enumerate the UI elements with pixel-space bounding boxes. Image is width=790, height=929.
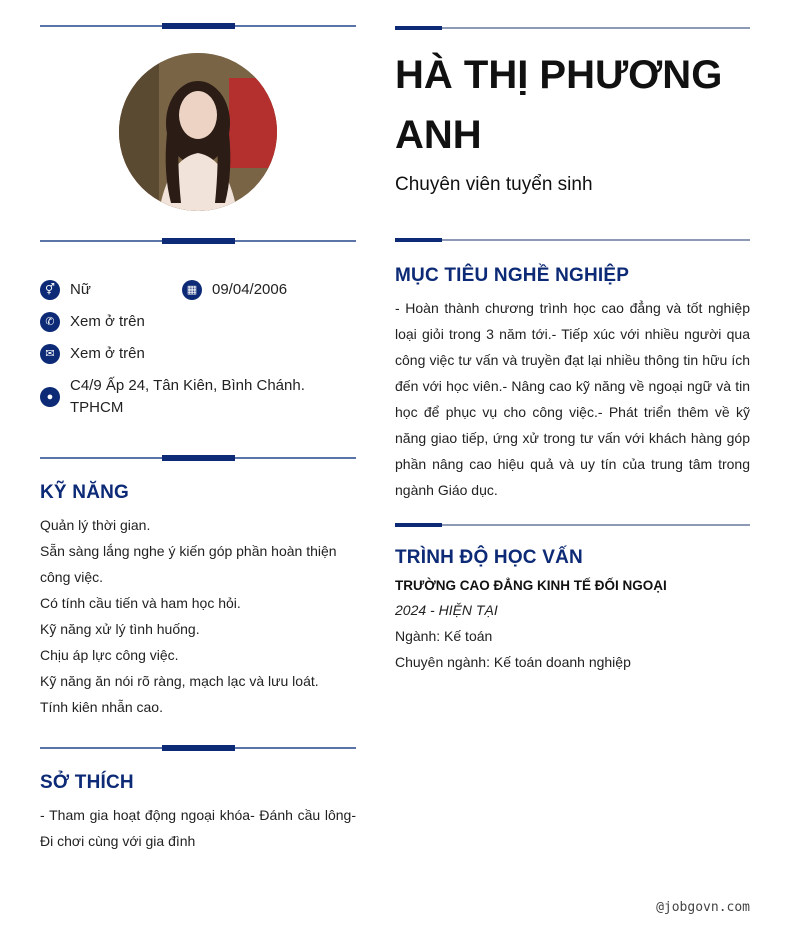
education-title: TRÌNH ĐỘ HỌC VẤN	[395, 547, 583, 568]
skill-item: Kỹ năng xử lý tình huống.	[40, 621, 200, 637]
phone-value: Xem ở trên	[70, 313, 145, 330]
phone-icon: ✆	[40, 312, 60, 332]
skill-item: Sẵn sàng lắng nghe ý kiến góp phần hoàn thiện công việc.	[40, 543, 337, 585]
skills-title: KỸ NĂNG	[40, 482, 130, 503]
objective-text: - Hoàn thành chương trình học cao đẳng và tốt nghiệp loại giỏi trong 3 năm tới.- Tiếp xúc với nhiều người qua công việc tư vấn và truyền đạt lại nhiều thông tin hữu ích đến với học viên.- Nâng cao kỹ năng về ngoại ngữ và tin học để phục vụ cho công việc.- Phát triển thêm về kỹ năng giao tiếp, ứng xử trong tư vấn với khách hàng góp phần nâng cao hiệu quả và uy tín của trung tâm trong ngành Giáo dục.	[395, 300, 750, 498]
skill-item: Chịu áp lực công việc.	[40, 647, 179, 663]
gender-icon: ⚥	[40, 280, 60, 300]
education-specialization: Chuyên ngành: Kế toán doanh nghiệp	[395, 654, 631, 670]
calendar-icon: ▦	[182, 280, 202, 300]
hobbies-text: - Tham gia hoạt động ngoại khóa- Đánh cầu lông- Đi chơi cùng với gia đình	[40, 807, 356, 849]
skill-item: Kỹ năng ăn nói rõ ràng, mạch lạc và lưu loát.	[40, 673, 319, 689]
objective-title: MỤC TIÊU NGHỀ NGHIỆP	[395, 265, 630, 286]
gender-row	[40, 279, 91, 301]
divider	[395, 523, 750, 527]
email-row	[40, 343, 145, 365]
divider	[395, 238, 750, 242]
job-title: Chuyên viên tuyển sinh	[395, 174, 593, 195]
education-time: 2024 - HIỆN TẠI	[395, 602, 498, 618]
education-major: Ngành: Kế toán	[395, 628, 493, 644]
candidate-name: HÀ THỊ PHƯƠNG ANH	[395, 53, 723, 157]
phone-row	[40, 311, 145, 333]
divider	[40, 745, 356, 751]
education-school: TRƯỜNG CAO ĐẲNG KINH TẾ ĐỐI NGOẠI	[395, 578, 667, 593]
address-row	[40, 375, 356, 419]
avatar	[119, 53, 277, 211]
divider	[40, 238, 356, 244]
skill-item: Quản lý thời gian.	[40, 517, 151, 533]
address-value: C4/9 Ấp 24, Tân Kiên, Bình Chánh. TPHCM	[70, 377, 305, 416]
divider	[395, 26, 750, 30]
email-icon: ✉	[40, 344, 60, 364]
birthday-row	[182, 279, 287, 301]
hobbies-title: SỞ THÍCH	[40, 772, 134, 793]
watermark: @jobgovn.com	[656, 900, 750, 915]
skill-item: Có tính cầu tiến và ham học hỏi.	[40, 595, 241, 611]
birthday-value: 09/04/2006	[212, 281, 288, 298]
location-icon: ●	[40, 387, 60, 407]
skill-item: Tính kiên nhẫn cao.	[40, 699, 163, 715]
divider	[40, 23, 356, 29]
gender-value: Nữ	[70, 281, 91, 298]
divider	[40, 455, 356, 461]
email-value: Xem ở trên	[70, 345, 145, 362]
